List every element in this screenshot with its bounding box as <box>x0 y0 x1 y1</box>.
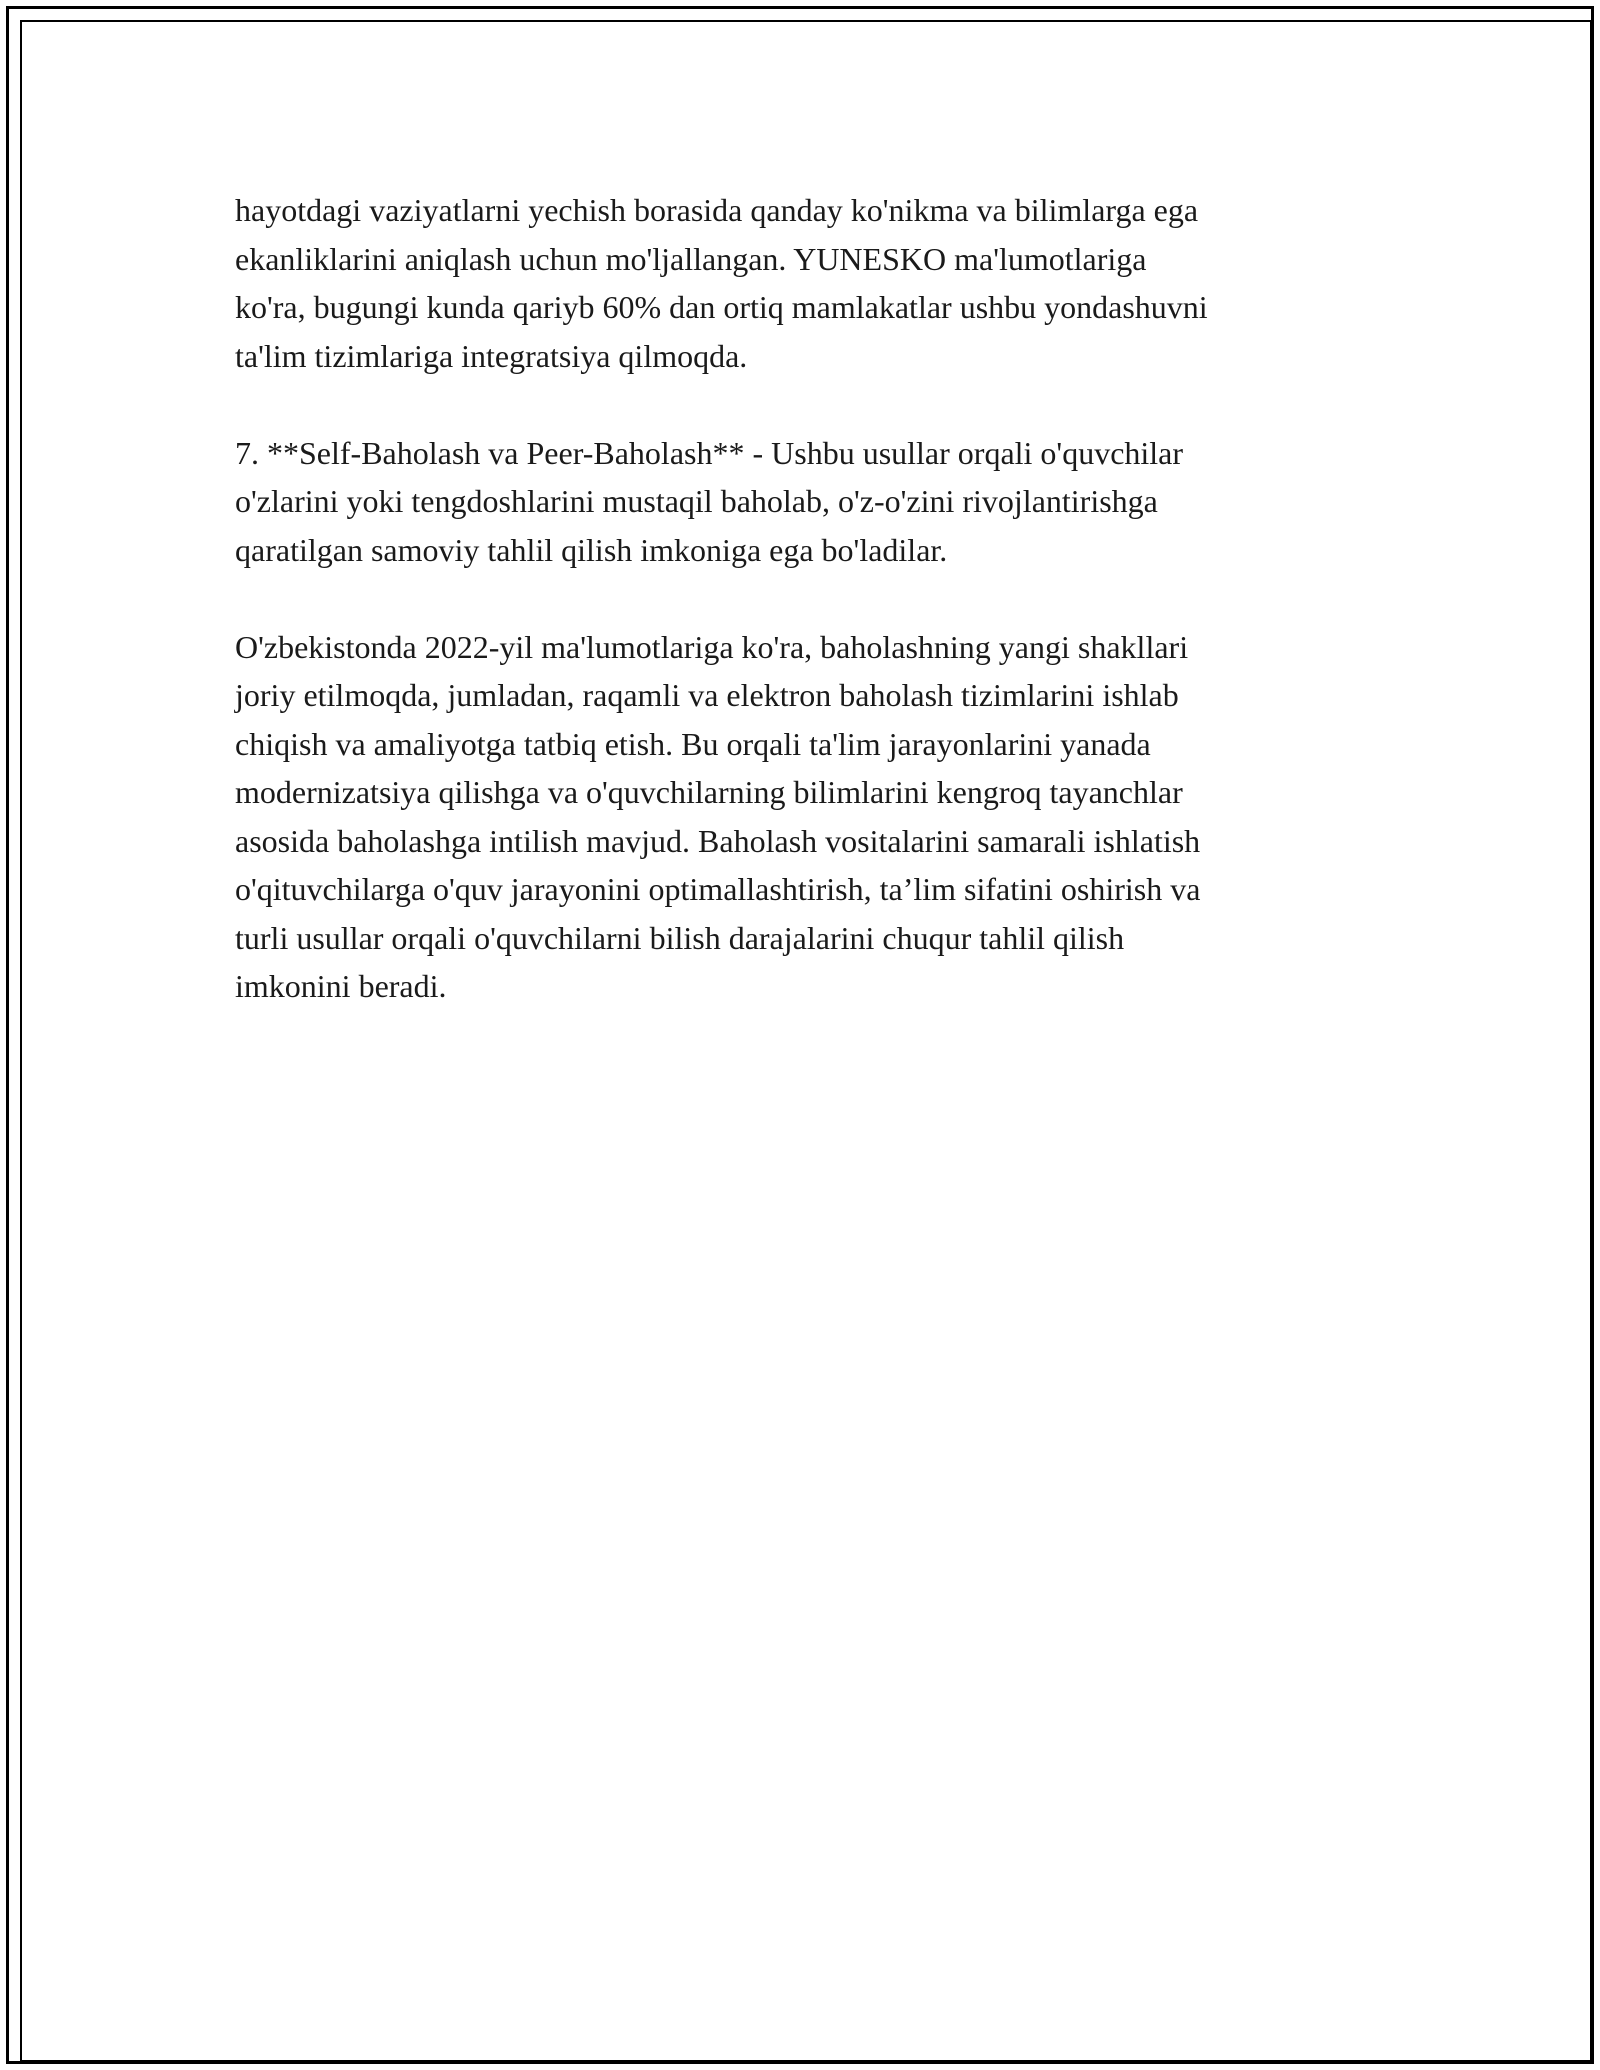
paragraph-self-peer-assessment: 7. **Self-Baholash va Peer-Baholash** - Ushbu usullar orqali o'quvchilar o'zlarini yoki tengdoshlarini mustaqil baholab, o'z-o'zini rivojlantirishga qaratilgan samoviy tahlil qilish imkoniga ega bo'ladilar. <box>235 434 1184 568</box>
document-body <box>235 186 1370 1059</box>
paragraph-competency-assessment: hayotdagi vaziyatlarni yechish borasida qanday ko'nikma va bilimlarga ega ekanliklarini aniqlash uchun mo'ljallangan. YUNESKO ma'lumotlariga ko'ra, bugungi kunda qariyb 60% dan ortiq mamlakatlar ushbu yondashuvni ta'lim tizimlariga integratsiya qilmoqda. <box>235 192 1208 374</box>
paragraph-uzbekistan-assessment: O'zbekistonda 2022-yil ma'lumotlariga ko'ra, baholashning yangi shakllari joriy etilmoqda, jumladan, raqamli va elektron baholash tizimlarini ishlab chiqish va amaliyotga tatbiq etish. Bu orqali ta'lim jarayonlarini yanada modernizatsiya qilishga va o'quvchilarning bilimlarini kengroq tayanchlar asosida baholashga intilish mavjud. Baholash vositalarini samarali ishlatish o'qituvchilarga o'quv jarayonini optimallashtirish, ta’lim sifatini oshirish va turli usullar orqali o'quvchilarni bilish darajalarini chuqur tahlil qilish imkonini beradi. <box>235 628 1201 1004</box>
